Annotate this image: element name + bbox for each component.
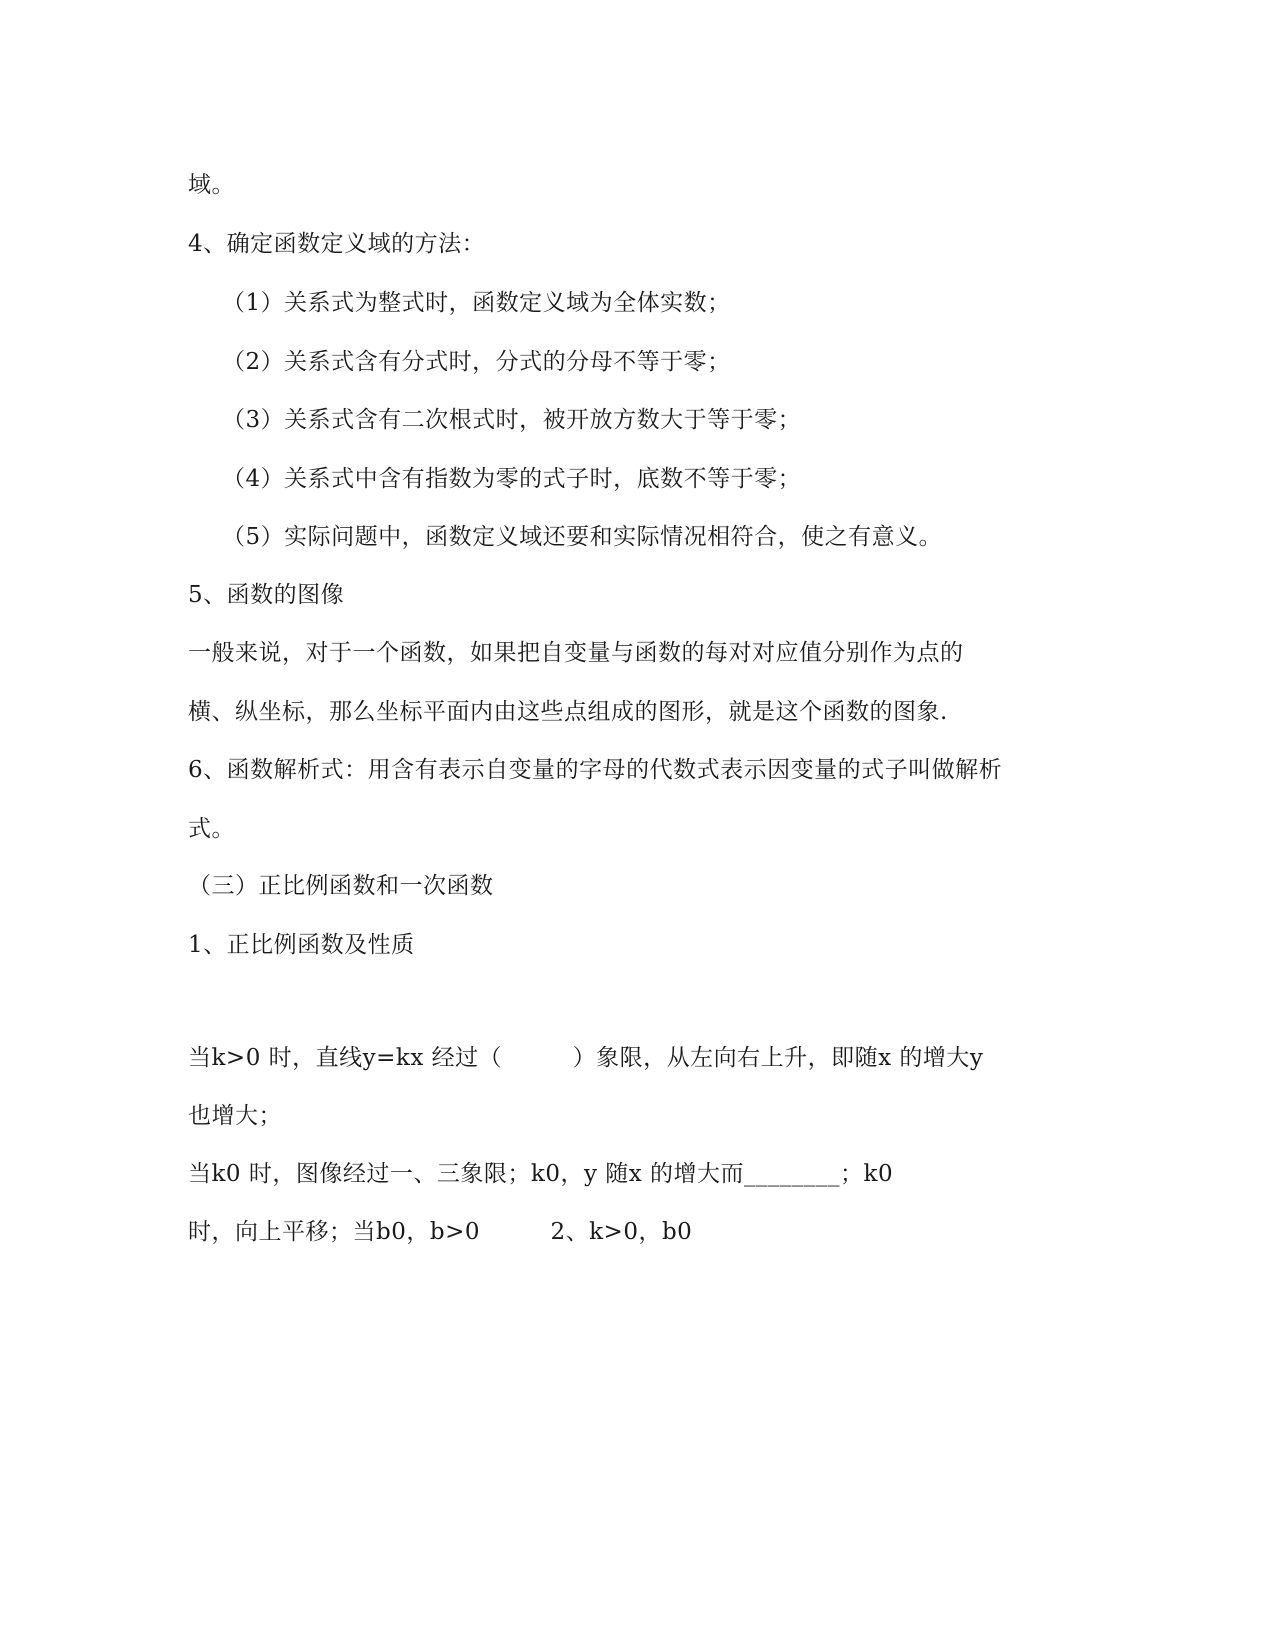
- list-item-3: （3）关系式含有二次根式时，被开放方数大于等于零；: [222, 407, 802, 433]
- text-line-expression-end: 式。: [188, 816, 235, 842]
- paragraph-graph-line-2: 横、纵坐标，那么坐标平面内由这些点组成的图形，就是这个函数的图象.: [188, 699, 948, 725]
- heading-function-expression: 6、函数解析式：用含有表示自变量的字母的代数式表示因变量的式子叫做解析: [188, 757, 1003, 783]
- heading-function-graph: 5、函数的图像: [188, 582, 345, 608]
- list-item-5: （5）实际问题中，函数定义域还要和实际情况相符合，使之有意义。: [222, 524, 943, 550]
- paragraph-graph-line-1: 一般来说，对于一个函数，如果把自变量与函数的每对对应值分别作为点的: [188, 640, 964, 666]
- paragraph-properties-line-1: 当k0 时，图像经过一、三象限；k0，y 随x 的增大而________；k0: [188, 1161, 894, 1187]
- heading-domain-methods: 4、确定函数定义域的方法：: [188, 231, 486, 257]
- list-item-1: （1）关系式为整式时，函数定义域为全体实数；: [222, 290, 731, 316]
- heading-direct-proportion: 1、正比例函数及性质: [188, 932, 415, 958]
- text-line-domain-end: 域。: [188, 172, 235, 198]
- paragraph-k-positive-line-2: 也增大；: [188, 1103, 282, 1129]
- paragraph-k-positive-line-1: 当k>0 时，直线y=kx 经过（ ）象限，从左向右上升，即随x 的增大y: [188, 1045, 984, 1071]
- list-item-2: （2）关系式含有分式时，分式的分母不等于零；: [222, 349, 731, 375]
- list-item-4: （4）关系式中含有指数为零的式子时，底数不等于零；: [222, 466, 802, 492]
- paragraph-properties-line-2: 时，向上平移；当b0，b>0 2、k>0，b0: [188, 1219, 693, 1245]
- section-heading-linear-functions: （三）正比例函数和一次函数: [188, 873, 494, 899]
